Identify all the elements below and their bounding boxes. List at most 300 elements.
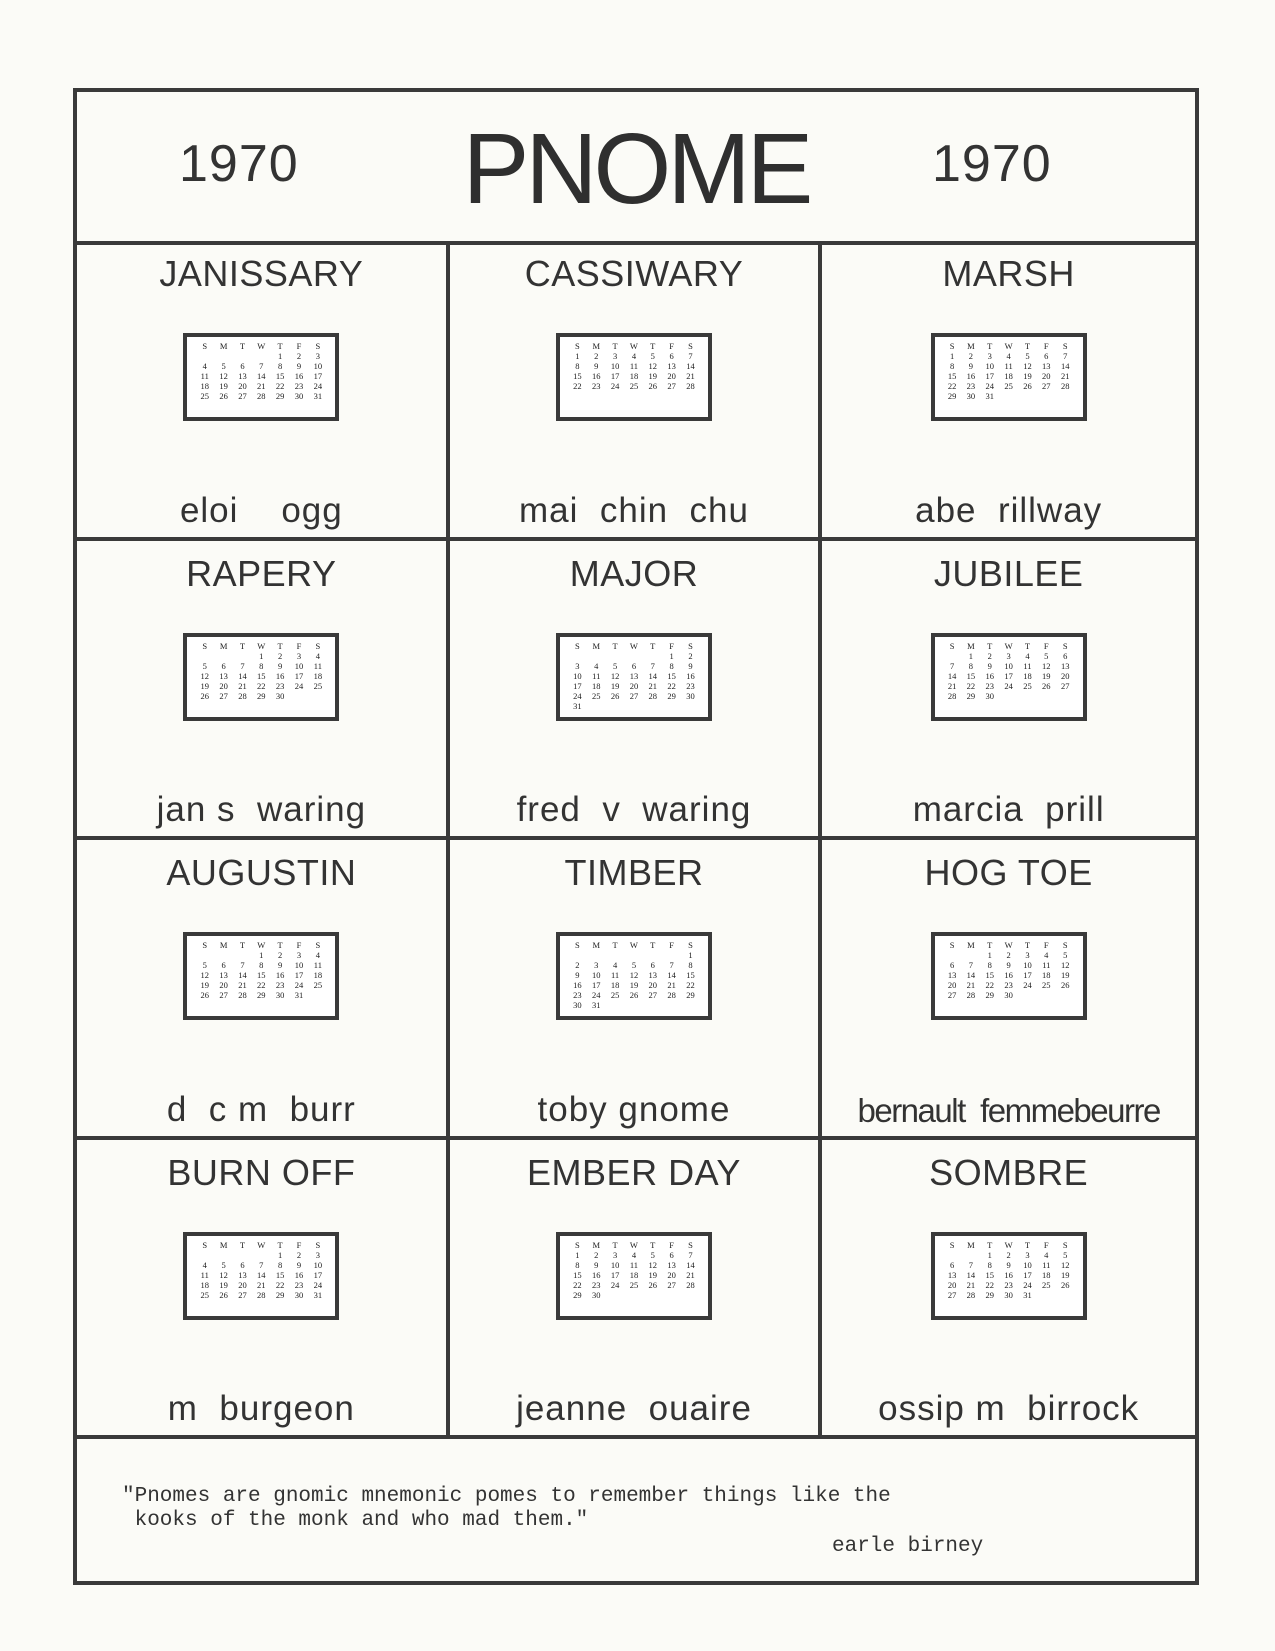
calendar-day (1056, 391, 1075, 401)
month-cell (450, 541, 823, 841)
calendar-day (962, 950, 981, 960)
month-cell (822, 241, 1195, 541)
calendar-day: 19 (629, 980, 639, 990)
calendar-day: 13 (1060, 660, 1070, 671)
person-name: bernault femmebeurre (857, 1091, 1160, 1129)
calendar-day: 15 (573, 371, 582, 381)
calendar-day (943, 651, 962, 661)
calendar-day: 20 (238, 381, 247, 391)
weekday-label: T (612, 1239, 618, 1250)
calendar-day: 3 (612, 351, 618, 361)
calendar-day: 24 (573, 690, 582, 701)
calendar-day: 10 (294, 960, 304, 970)
calendar-day: 5 (631, 960, 637, 970)
calendar-day: 20 (238, 1279, 247, 1290)
calendar-day (662, 1000, 681, 1010)
calendar-day: 15 (985, 970, 995, 980)
calendar-day: 21 (1060, 371, 1070, 381)
weekday-label: S (949, 940, 955, 950)
calendar-day: 3 (987, 351, 992, 361)
calendar-day: 16 (686, 670, 695, 681)
calendar-day: 30 (985, 690, 995, 701)
calendar-day: 1 (949, 351, 955, 361)
weekday-label: T (650, 341, 656, 351)
month-cell (822, 541, 1195, 841)
calendar-day: 16 (1004, 1269, 1013, 1280)
weekday-label: T (650, 640, 656, 651)
calendar-day: 28 (667, 990, 676, 1000)
calendar-day (290, 691, 309, 701)
calendar-day: 30 (1004, 990, 1013, 1000)
calendar-day: 19 (648, 371, 658, 381)
person-name: mai chin chu (519, 490, 749, 530)
weekday-label: T (277, 640, 283, 651)
attribution: earle birney (832, 1535, 984, 1558)
weekday-label: F (296, 640, 302, 651)
calendar-day: 31 (592, 1000, 601, 1010)
calendar-day: 23 (294, 1279, 304, 1290)
calendar-day: 23 (573, 990, 582, 1000)
calendar-day: 21 (257, 381, 266, 391)
calendar-day: 27 (219, 690, 228, 701)
weekday-label: M (592, 341, 601, 351)
calendar-day: 17 (1004, 670, 1013, 681)
calendar-day: 30 (966, 391, 976, 401)
month-name: CASSIWARY (524, 253, 744, 294)
month-grid (77, 241, 1195, 1439)
calendar-day (308, 691, 327, 701)
calendar-day: 5 (1044, 650, 1049, 661)
calendar-day (195, 651, 214, 661)
year-left: 1970 (179, 135, 299, 193)
calendar-day: 23 (275, 980, 285, 990)
calendar-day: 19 (219, 1279, 228, 1290)
calendar-day: 25 (592, 690, 601, 701)
month-cell (77, 241, 450, 541)
calendar-day: 28 (966, 1289, 976, 1300)
calendar-day: 27 (238, 1289, 247, 1300)
month-cell (450, 241, 823, 541)
weekday-label: F (1043, 640, 1049, 651)
calendar-day: 9 (594, 1259, 599, 1270)
calendar-day: 7 (240, 660, 245, 671)
person-name: ossip m birrock (878, 1389, 1140, 1428)
calendar-day: 15 (257, 970, 266, 980)
calendar-day: 18 (592, 680, 601, 691)
calendar-day: 22 (966, 680, 976, 691)
calendar-day (999, 691, 1018, 701)
calendar-day: 11 (200, 1269, 209, 1280)
weekday-label: S (202, 940, 208, 950)
calendar-day: 31 (294, 990, 304, 1000)
calendar-day: 13 (238, 1269, 247, 1280)
weekday-label: M (592, 940, 601, 950)
calendar-day: 15 (275, 371, 285, 381)
weekday-label: F (669, 1239, 674, 1250)
calendar-day: 12 (1042, 660, 1051, 671)
calendar-day: 23 (1004, 1279, 1013, 1290)
calendar-day: 11 (200, 371, 209, 381)
weekday-label: S (1062, 1239, 1068, 1250)
calendar-day: 29 (275, 1289, 285, 1300)
calendar-day: 1 (575, 351, 580, 361)
calendar-day: 12 (629, 970, 639, 980)
calendar-day: 16 (592, 371, 601, 381)
calendar-day: 18 (1004, 371, 1013, 381)
calendar-day: 17 (313, 1269, 323, 1280)
calendar-day: 10 (1023, 1259, 1032, 1270)
calendar-day: 19 (219, 381, 228, 391)
calendar-day: 22 (985, 1279, 995, 1290)
calendar-day: 20 (947, 1279, 957, 1290)
calendar-day: 15 (686, 970, 695, 980)
calendar-day (606, 1000, 625, 1010)
calendar-day: 10 (610, 1259, 620, 1270)
weekday-label: S (315, 341, 321, 351)
weekday-label: S (688, 341, 693, 351)
calendar-day: 21 (257, 1279, 266, 1290)
calendar-frame (73, 88, 1199, 1585)
calendar-day: 24 (592, 990, 601, 1000)
calendar-day (252, 1250, 271, 1260)
calendar-day (1037, 1290, 1056, 1300)
calendar-day: 9 (1006, 960, 1011, 970)
calendar-day: 7 (259, 361, 264, 371)
calendar-day: 16 (294, 1269, 304, 1280)
calendar-day (643, 651, 662, 661)
calendar-day: 10 (313, 361, 323, 371)
calendar-day (1056, 990, 1075, 1000)
calendar-day: 13 (238, 371, 247, 381)
calendar-day: 15 (573, 1269, 582, 1280)
calendar-day: 6 (240, 1259, 245, 1270)
calendar-day: 14 (238, 670, 247, 681)
calendar-day: 9 (278, 960, 283, 970)
calendar-day: 11 (611, 970, 620, 980)
month-name: JUBILEE (933, 552, 1084, 594)
calendar-day: 26 (610, 690, 620, 701)
calendar-day: 7 (240, 960, 245, 970)
calendar-day: 9 (278, 660, 283, 671)
calendar-day (1037, 391, 1056, 401)
calendar-day: 21 (648, 680, 658, 691)
calendar-day: 24 (313, 1279, 323, 1290)
calendar-day: 8 (688, 960, 693, 970)
weekday-label: S (1062, 341, 1068, 351)
calendar-day: 22 (573, 1279, 582, 1290)
calendar-day: 2 (296, 1249, 302, 1260)
calendar-day: 19 (1042, 670, 1051, 681)
calendar-day: 7 (259, 1259, 264, 1270)
calendar-day: 12 (200, 970, 209, 980)
weekday-label: S (202, 1239, 208, 1250)
calendar-day: 4 (631, 1249, 637, 1260)
calendar-day (587, 950, 606, 960)
calendar-day: 12 (1023, 361, 1032, 371)
calendar-day: 1 (987, 1249, 992, 1260)
calendar-day: 27 (667, 381, 676, 391)
page-title: PNOME (462, 113, 810, 225)
weekday-label: M (219, 940, 228, 950)
weekday-label: M (219, 341, 228, 351)
calendar-day: 31 (313, 391, 323, 401)
weekday-label: T (277, 940, 283, 950)
weekday-label: T (987, 341, 993, 351)
calendar-day: 28 (238, 990, 247, 1000)
weekday-label: W (629, 940, 638, 950)
calendar-day: 13 (219, 970, 228, 980)
calendar-day: 2 (987, 650, 992, 661)
weekday-label: F (296, 940, 302, 950)
mini-calendar (931, 932, 1087, 1020)
calendar-day: 14 (966, 1269, 976, 1280)
calendar-day: 17 (294, 670, 304, 681)
calendar-day: 16 (275, 970, 285, 980)
calendar-day: 3 (575, 660, 580, 671)
weekday-label: W (629, 1239, 638, 1250)
calendar-day: 19 (648, 1269, 658, 1280)
calendar-day (214, 651, 233, 661)
calendar-day: 2 (296, 351, 302, 361)
calendar-day (606, 1290, 625, 1300)
calendar-day (1018, 691, 1037, 701)
mini-calendar (183, 633, 339, 721)
calendar-day: 10 (573, 670, 582, 681)
weekday-label: F (669, 640, 674, 651)
calendar-day: 6 (1063, 650, 1068, 661)
person-name: abe rillway (915, 490, 1103, 530)
calendar-day: 27 (219, 990, 228, 1000)
calendar-day: 10 (294, 660, 304, 671)
calendar-day (643, 1290, 662, 1300)
calendar-day: 13 (947, 970, 957, 980)
weekday-label: T (987, 940, 993, 950)
weekday-label: M (592, 640, 601, 651)
calendar-day: 3 (1006, 650, 1011, 661)
calendar-day: 29 (275, 391, 285, 401)
calendar-day: 3 (612, 1249, 618, 1260)
weekday-label: T (277, 1239, 283, 1250)
calendar-day: 31 (985, 391, 995, 401)
calendar-day: 2 (1006, 950, 1011, 960)
calendar-day (587, 651, 606, 661)
calendar-day: 11 (1042, 960, 1051, 970)
calendar-day: 11 (592, 670, 601, 681)
calendar-day: 22 (275, 381, 285, 391)
calendar-day: 12 (1060, 960, 1070, 970)
calendar-day: 29 (686, 990, 695, 1000)
calendar-day: 18 (610, 980, 620, 990)
calendar-day: 19 (1060, 970, 1070, 980)
calendar-day: 24 (1023, 1279, 1032, 1290)
calendar-day: 5 (221, 1259, 226, 1270)
calendar-day: 13 (947, 1269, 957, 1280)
person-name: jan s waring (156, 790, 367, 829)
calendar-day: 25 (1042, 1279, 1051, 1290)
calendar-day: 15 (667, 670, 676, 681)
calendar-day: 12 (219, 1269, 228, 1280)
weekday-label: T (987, 640, 993, 651)
calendar-day (962, 1250, 981, 1260)
calendar-day: 21 (238, 680, 247, 691)
calendar-day: 4 (612, 960, 618, 970)
calendar-day: 4 (202, 1259, 207, 1270)
calendar-day: 20 (1042, 371, 1051, 381)
calendar-day (214, 351, 233, 361)
calendar-day: 1 (987, 950, 992, 960)
calendar-day (195, 950, 214, 960)
month-cell (822, 840, 1195, 1140)
calendar-day: 4 (631, 351, 637, 361)
calendar-day: 31 (573, 700, 582, 711)
calendar-day (233, 351, 252, 361)
weekday-label: T (239, 1239, 246, 1250)
calendar-day: 13 (629, 670, 639, 681)
calendar-day: 19 (1060, 1269, 1070, 1280)
calendar-day: 14 (257, 1269, 266, 1280)
weekday-label: S (202, 341, 208, 351)
calendar-day: 30 (592, 1289, 601, 1300)
weekday-label: W (1004, 940, 1013, 950)
mini-calendar (931, 1232, 1087, 1320)
calendar-day (214, 1250, 233, 1260)
calendar-day: 8 (278, 361, 283, 371)
calendar-day (943, 950, 962, 960)
calendar-day: 14 (1060, 361, 1070, 371)
calendar-day: 22 (573, 381, 582, 391)
weekday-label: S (1062, 940, 1068, 950)
calendar-day: 12 (648, 1259, 658, 1270)
calendar-day: 25 (629, 381, 639, 391)
calendar-day: 27 (947, 990, 957, 1000)
calendar-day: 16 (573, 980, 582, 990)
calendar-day: 5 (202, 960, 207, 970)
calendar-day: 4 (1044, 950, 1049, 960)
calendar-day: 21 (947, 680, 957, 691)
calendar-day: 1 (278, 351, 283, 361)
calendar-day: 6 (949, 960, 955, 970)
calendar-day: 26 (1060, 1279, 1070, 1290)
weekday-label: M (219, 640, 228, 651)
calendar-day: 22 (667, 680, 676, 691)
calendar-day: 12 (648, 361, 658, 371)
calendar-day: 25 (1023, 680, 1032, 691)
person-name: jeanne ouaire (516, 1389, 752, 1428)
calendar-day: 14 (686, 1259, 695, 1270)
calendar-day: 11 (629, 361, 639, 371)
calendar-day: 6 (1044, 351, 1049, 361)
calendar-day (606, 651, 625, 661)
calendar-day: 5 (1025, 351, 1030, 361)
weekday-label: F (296, 341, 302, 351)
calendar-day: 29 (966, 690, 976, 701)
calendar-day: 12 (610, 670, 620, 681)
calendar-day: 17 (1023, 970, 1032, 980)
weekday-label: W (1004, 341, 1013, 351)
weekday-label: W (1004, 1239, 1013, 1250)
month-name: MARSH (942, 253, 1075, 294)
calendar-day: 17 (294, 970, 304, 980)
calendar-day: 18 (313, 970, 323, 980)
weekday-label: T (239, 940, 246, 950)
calendar-day: 19 (200, 980, 209, 990)
calendar-day: 26 (219, 1289, 228, 1300)
calendar-day (625, 950, 644, 960)
calendar-day: 28 (966, 990, 976, 1000)
quote: "Pnomes are gnomic mnemonic pomes to remember things like the kooks of the monk and who mad them." (122, 1485, 891, 1532)
month-name: MAJOR (569, 552, 699, 594)
calendar-day: 15 (275, 1269, 285, 1280)
calendar-day: 14 (686, 361, 695, 371)
calendar-day: 4 (1006, 351, 1011, 361)
weekday-label: M (967, 341, 975, 351)
calendar-day: 21 (966, 980, 976, 990)
calendar-day (1018, 391, 1037, 401)
calendar-day (587, 701, 606, 711)
calendar-day: 1 (669, 650, 674, 661)
calendar-day: 15 (966, 670, 976, 681)
calendar-day: 7 (669, 960, 674, 970)
calendar-day: 16 (985, 670, 995, 681)
calendar-day (568, 651, 587, 661)
calendar-day: 24 (610, 1279, 620, 1290)
calendar-day: 21 (667, 980, 676, 990)
calendar-day: 31 (1023, 1289, 1032, 1300)
person-name: marcia prill (912, 790, 1105, 829)
calendar-day: 8 (259, 660, 264, 671)
footer (77, 1439, 1195, 1581)
calendar-day: 2 (968, 351, 974, 361)
calendar-day: 21 (238, 980, 247, 990)
calendar-day: 8 (987, 1259, 992, 1270)
calendar-day: 17 (985, 371, 995, 381)
calendar-day: 19 (200, 680, 209, 691)
weekday-label: F (669, 940, 674, 950)
calendar-day: 11 (629, 1259, 639, 1270)
weekday-label: T (1024, 1239, 1031, 1250)
weekday-label: S (315, 1239, 321, 1250)
calendar-day: 24 (294, 980, 304, 990)
calendar-day: 24 (610, 381, 620, 391)
calendar-day (643, 950, 662, 960)
calendar-day (643, 1000, 662, 1010)
calendar-day: 27 (667, 1279, 676, 1290)
calendar-day: 30 (573, 1000, 582, 1010)
calendar-day: 20 (629, 680, 639, 691)
calendar-day (195, 351, 214, 361)
month-name: JANISSARY (159, 253, 364, 294)
weekday-label: W (257, 940, 266, 950)
calendar-day: 13 (648, 970, 658, 980)
calendar-day: 12 (219, 371, 228, 381)
calendar-day (681, 1000, 700, 1010)
calendar-day: 29 (257, 990, 266, 1000)
calendar-day: 2 (575, 960, 580, 970)
weekday-label: S (315, 940, 321, 950)
person-name: toby gnome (537, 1089, 731, 1129)
calendar-day: 4 (202, 361, 207, 371)
calendar-day: 1 (575, 1249, 580, 1260)
mini-calendar (183, 932, 339, 1020)
calendar-day: 5 (221, 361, 226, 371)
calendar-day: 29 (947, 391, 957, 401)
calendar-day: 14 (257, 371, 266, 381)
weekday-label: W (257, 1239, 266, 1250)
weekday-label: W (629, 640, 638, 651)
calendar-day: 20 (1060, 670, 1070, 681)
calendar-day (233, 1250, 252, 1260)
calendar-day: 26 (629, 990, 639, 1000)
